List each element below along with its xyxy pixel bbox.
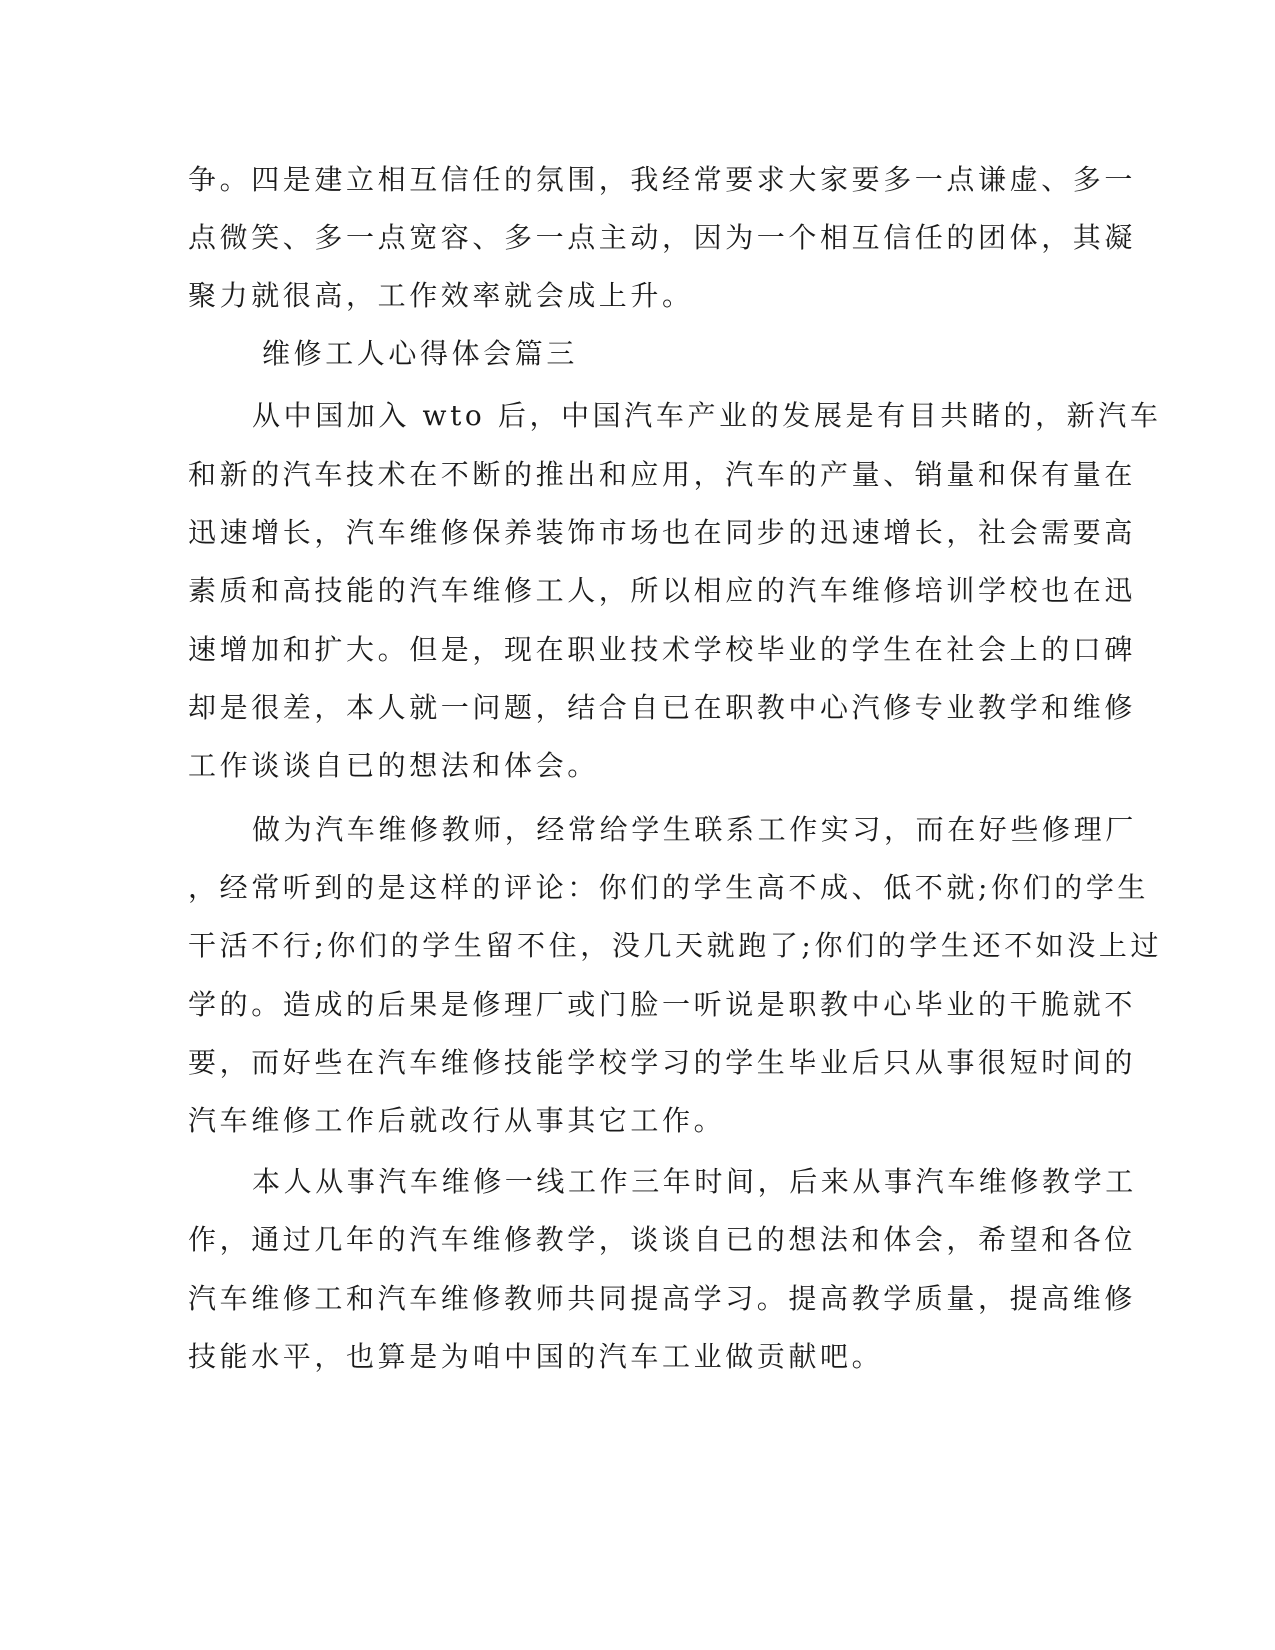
- text-line: 速增加和扩大。但是，现在职业技术学校毕业的学生在社会上的口碑: [188, 633, 1137, 666]
- text-line: 迅速增长，汽车维修保养装饰市场也在同步的迅速增长，社会需要高: [188, 516, 1137, 549]
- section-heading: 维修工人心得体会篇三: [262, 337, 579, 370]
- text-line: 做为汽车维修教师，经常给学生联系工作实习，而在好些修理厂: [252, 813, 1137, 846]
- text-line: 要，而好些在汽车维修技能学校学习的学生毕业后只从事很短时间的: [188, 1046, 1137, 1079]
- text-line: 争。四是建立相互信任的氛围，我经常要求大家要多一点谦虚、多一: [188, 163, 1137, 196]
- text-line: ，经常听到的是这样的评论：你们的学生高不成、低不就;你们的学生: [188, 871, 1150, 904]
- text-line: 点微笑、多一点宽容、多一点主动，因为一个相互信任的团体，其凝: [188, 221, 1137, 254]
- text-line: 本人从事汽车维修一线工作三年时间，后来从事汽车维修教学工: [252, 1165, 1137, 1198]
- text-line: 技能水平，也算是为咱中国的汽车工业做贡献吧。: [188, 1340, 884, 1373]
- text-line: 聚力就很高，工作效率就会成上升。: [188, 279, 694, 312]
- text-line: 从中国加入 wto 后，中国汽车产业的发展是有目共睹的，新汽车: [252, 399, 1162, 432]
- text-line: 工作谈谈自已的想法和体会。: [188, 749, 599, 782]
- text-line: 却是很差，本人就一问题，结合自已在职教中心汽修专业教学和维修: [188, 691, 1137, 724]
- text-line: 作，通过几年的汽车维修教学，谈谈自已的想法和体会，希望和各位: [188, 1223, 1137, 1256]
- text-line: 素质和高技能的汽车维修工人，所以相应的汽车维修培训学校也在迅: [188, 574, 1137, 607]
- text-line: 和新的汽车技术在不断的推出和应用，汽车的产量、销量和保有量在: [188, 458, 1137, 491]
- text-line: 汽车维修工和汽车维修教师共同提高学习。提高教学质量，提高维修: [188, 1282, 1137, 1315]
- text-line: 干活不行;你们的学生留不住，没几天就跑了;你们的学生还不如没上过: [188, 929, 1163, 962]
- text-line: 学的。造成的后果是修理厂或门脸一听说是职教中心毕业的干脆就不: [188, 988, 1137, 1021]
- text-line: 汽车维修工作后就改行从事其它工作。: [188, 1104, 726, 1137]
